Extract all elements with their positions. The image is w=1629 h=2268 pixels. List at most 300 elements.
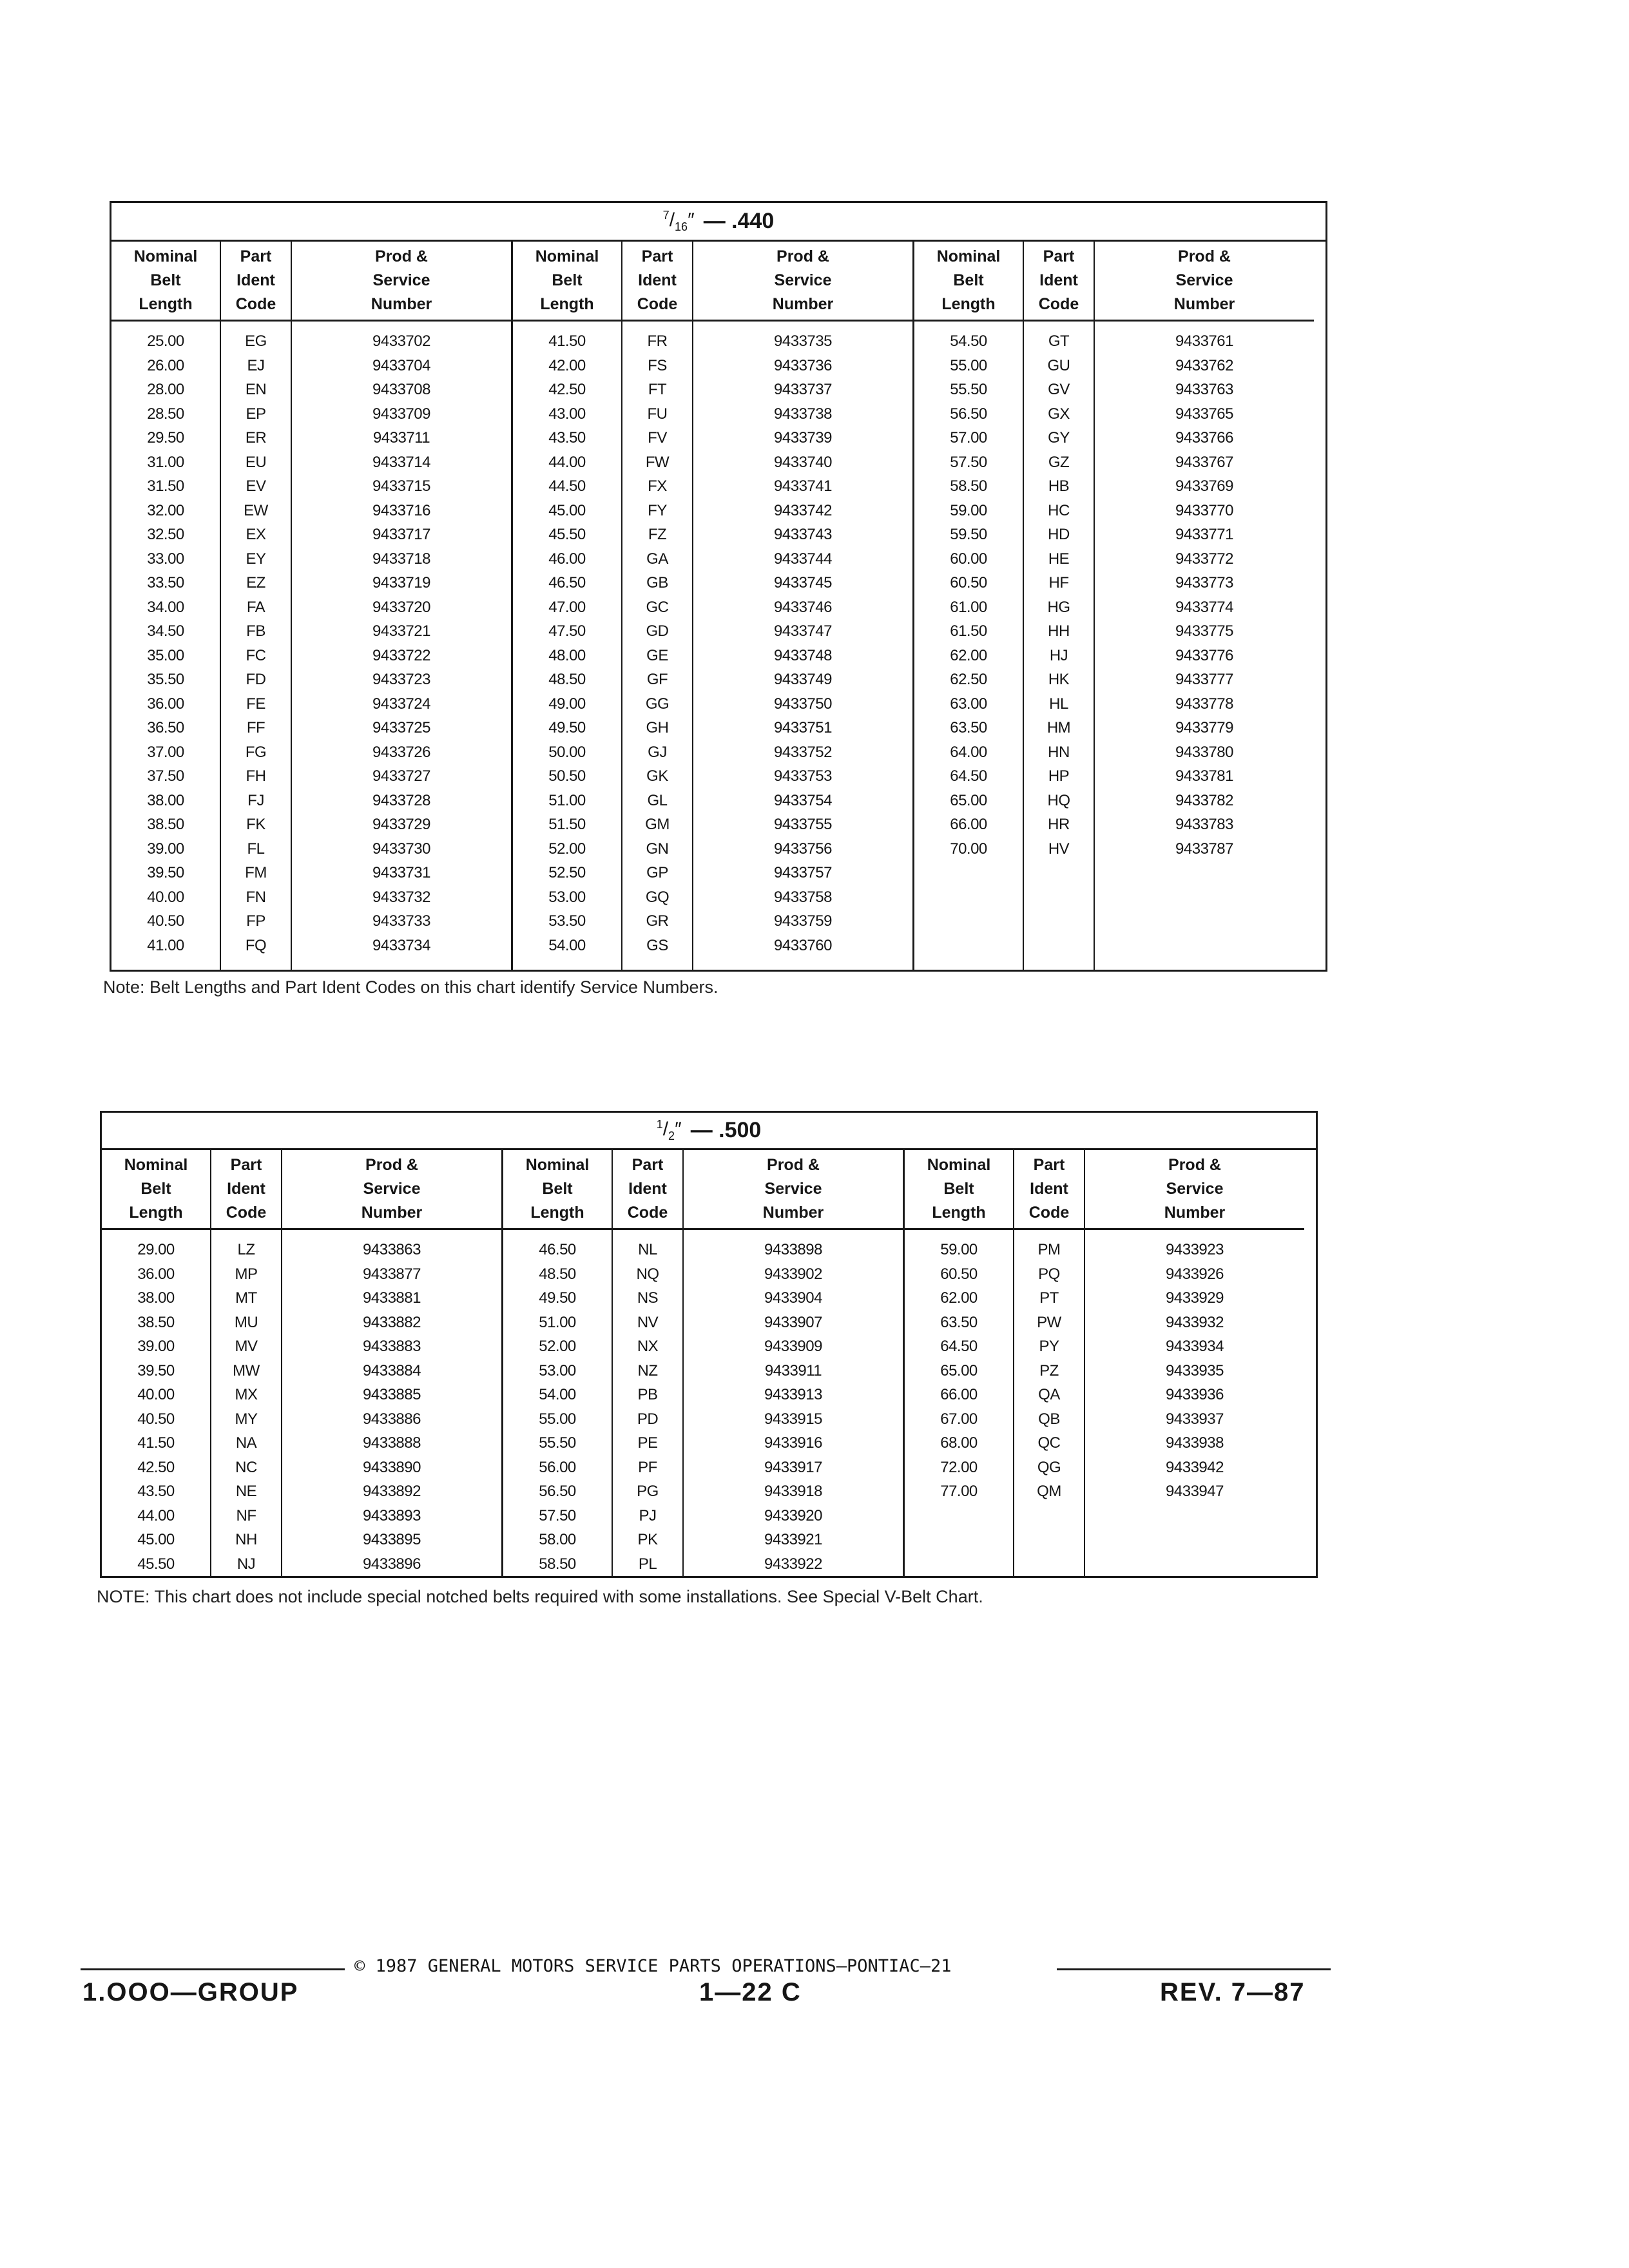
part-ident-code-cell: GC (646, 598, 669, 616)
prod-service-number-cell: 9433715 (372, 477, 430, 495)
prod-service-number-cell: 9433778 (1175, 695, 1233, 713)
column-headers (905, 1150, 1304, 1230)
part-ident-code-cell: HG (1047, 598, 1070, 616)
chart-500-group-2 (503, 1150, 905, 1576)
nominal-belt-length-cell: 46.50 (539, 1241, 576, 1258)
nominal-belt-length-cell: 43.50 (548, 429, 586, 447)
part-ident-code-cell: PG (637, 1483, 659, 1500)
prod-service-number-cell: 9433759 (774, 912, 832, 930)
column-headers (503, 1150, 903, 1230)
nominal-belt-length-cell: 52.00 (539, 1338, 576, 1355)
part-ident-code-cell: PQ (1038, 1265, 1060, 1283)
part-ident-code-cell: MT (235, 1289, 257, 1307)
prod-service-number-cell: 9433742 (774, 501, 832, 519)
prod-service-number-cell: 9433737 (774, 381, 832, 398)
part-ident-code-cell: HB (1048, 477, 1070, 495)
nominal-belt-length-cell: 38.00 (147, 791, 184, 809)
part-ident-code-cell: PZ (1039, 1361, 1059, 1379)
nominal-belt-length-cell: 49.50 (548, 719, 586, 736)
prod-service-number-cell: 9433773 (1175, 574, 1233, 591)
nominal-belt-length-cell: 68.00 (940, 1434, 978, 1452)
nominal-belt-length-cell: 29.50 (147, 429, 184, 447)
nominal-belt-length-cell: 72.00 (940, 1458, 978, 1476)
prod-service-number-cell: 9433709 (372, 405, 430, 423)
part-ident-code-cell: GG (645, 695, 670, 713)
part-ident-code-cell: FF (246, 719, 265, 736)
nominal-belt-length-header: Nominal Belt Length (914, 242, 1024, 320)
prod-service-number-cell: 9433702 (372, 332, 430, 350)
part-ident-code-column (622, 322, 693, 970)
nominal-belt-length-cell: 37.50 (147, 767, 184, 785)
prod-service-number-cell: 9433741 (774, 477, 832, 495)
prod-service-number-cell: 9433723 (372, 671, 430, 688)
prod-service-number-cell: 9433721 (372, 622, 430, 640)
nominal-belt-length-cell: 55.00 (539, 1410, 576, 1428)
part-ident-code-cell: EJ (247, 356, 265, 374)
part-ident-code-cell: FT (648, 381, 667, 398)
prod-service-number-cell: 9433766 (1175, 429, 1233, 447)
nominal-belt-length-header: Nominal Belt Length (513, 242, 622, 320)
prod-service-number-cell: 9433926 (1166, 1265, 1224, 1283)
prod-service-number-cell: 9433727 (372, 767, 430, 785)
nominal-belt-length-cell: 39.50 (147, 864, 184, 881)
chart-440-group-1 (111, 242, 513, 970)
part-ident-code-cell: HL (1049, 695, 1068, 713)
prod-service-number-cell: 9433724 (372, 695, 430, 713)
part-ident-code-cell: QA (1038, 1386, 1060, 1403)
prod-service-number-cell: 9433917 (764, 1458, 822, 1476)
part-ident-code-cell: GU (1047, 356, 1070, 374)
prod-service-number-cell: 9433719 (372, 574, 430, 591)
part-ident-code-cell: GV (1048, 381, 1070, 398)
prod-service-number-cell: 9433893 (363, 1506, 421, 1524)
nominal-belt-length-cell: 67.00 (940, 1410, 978, 1428)
prod-service-number-cell: 9433763 (1175, 381, 1233, 398)
chart-440-note: Note: Belt Lengths and Part Ident Codes on this chart identify Service Numbers. (103, 977, 718, 997)
part-ident-code-cell: EW (244, 501, 268, 519)
title-fraction-numerator: 7 (662, 209, 670, 222)
nominal-belt-length-cell: 40.00 (147, 888, 184, 906)
nominal-belt-length-cell: 56.00 (539, 1458, 576, 1476)
column-body (111, 322, 511, 970)
part-ident-code-cell: FZ (648, 526, 667, 543)
nominal-belt-length-cell: 36.00 (147, 695, 184, 713)
nominal-belt-length-cell: 45.00 (137, 1531, 175, 1548)
prod-service-number-cell: 9433754 (774, 791, 832, 809)
prod-service-number-cell: 9433934 (1166, 1338, 1224, 1355)
nominal-belt-length-cell: 51.00 (548, 791, 586, 809)
nominal-belt-length-cell: 63.50 (940, 1313, 978, 1331)
part-ident-code-cell: ER (245, 429, 267, 447)
nominal-belt-length-header: Nominal Belt Length (111, 242, 221, 320)
nominal-belt-length-cell: 48.50 (548, 671, 586, 688)
prod-service-number-cell: 9433920 (764, 1506, 822, 1524)
nominal-belt-length-cell: 61.00 (950, 598, 987, 616)
nominal-belt-length-cell: 37.00 (147, 743, 184, 761)
nominal-belt-length-cell: 50.50 (548, 767, 586, 785)
prod-service-number-cell: 9433771 (1175, 526, 1233, 543)
prod-service-number-cell: 9433729 (372, 816, 430, 833)
nominal-belt-length-cell: 53.00 (548, 888, 586, 906)
prod-service-number-cell: 9433745 (774, 574, 832, 591)
nominal-belt-length-cell: 40.50 (137, 1410, 175, 1428)
prod-service-number-cell: 9433751 (774, 719, 832, 736)
part-ident-code-cell: PY (1039, 1338, 1059, 1355)
part-ident-code-cell: HE (1048, 550, 1070, 568)
column-headers (513, 242, 912, 322)
nominal-belt-length-cell: 26.00 (147, 356, 184, 374)
prod-service-number-cell: 9433782 (1175, 791, 1233, 809)
part-ident-code-cell: HQ (1047, 791, 1070, 809)
chart-500-group-1 (102, 1150, 503, 1576)
prod-service-number-cell: 9433731 (372, 864, 430, 881)
nominal-belt-length-cell: 35.50 (147, 671, 184, 688)
prod-service-number-cell: 9433902 (764, 1265, 822, 1283)
nominal-belt-length-cell: 48.00 (548, 646, 586, 664)
prod-service-number-cell: 9433735 (774, 332, 832, 350)
prod-service-number-cell: 9433895 (363, 1531, 421, 1548)
part-ident-code-cell: PB (637, 1386, 658, 1403)
part-ident-code-cell: EG (245, 332, 267, 350)
column-body (905, 1230, 1304, 1576)
prod-service-number-cell: 9433725 (372, 719, 430, 736)
nominal-belt-length-column (905, 1230, 1014, 1576)
nominal-belt-length-cell: 34.00 (147, 598, 184, 616)
nominal-belt-length-cell: 56.50 (950, 405, 987, 423)
prod-service-number-cell: 9433892 (363, 1483, 421, 1500)
nominal-belt-length-cell: 31.00 (147, 453, 184, 471)
part-ident-code-cell: MP (235, 1265, 258, 1283)
part-ident-code-cell: GA (646, 550, 668, 568)
part-ident-code-cell: HK (1048, 671, 1070, 688)
nominal-belt-length-cell: 52.50 (548, 864, 586, 881)
prod-service-number-cell: 9433743 (774, 526, 832, 543)
prod-service-number-cell: 9433937 (1166, 1410, 1224, 1428)
chart-440-group-3 (914, 242, 1314, 970)
part-ident-code-cell: PT (1039, 1289, 1059, 1307)
chart-440-title-value: — .440 (703, 209, 775, 233)
nominal-belt-length-cell: 42.50 (548, 381, 586, 398)
nominal-belt-length-cell: 43.50 (137, 1483, 175, 1500)
nominal-belt-length-cell: 62.00 (950, 646, 987, 664)
nominal-belt-length-cell: 66.00 (940, 1386, 978, 1403)
part-ident-code-header: Part Ident Code (622, 242, 693, 320)
prod-service-number-cell: 9433755 (774, 816, 832, 833)
part-ident-code-header: Part Ident Code (211, 1150, 282, 1228)
prod-service-number-cell: 9433932 (1166, 1313, 1224, 1331)
prod-service-number-cell: 9433909 (764, 1338, 822, 1355)
nominal-belt-length-cell: 39.00 (137, 1338, 175, 1355)
prod-service-number-cell: 9433746 (774, 598, 832, 616)
prod-service-number-cell: 9433711 (372, 429, 430, 447)
nominal-belt-length-cell: 42.50 (137, 1458, 175, 1476)
part-ident-code-cell: NC (235, 1458, 257, 1476)
chart-440-title: $^7/_{16}''$ — .440 (111, 203, 1325, 242)
prod-service-number-cell: 9433762 (1175, 356, 1233, 374)
nominal-belt-length-column (503, 1230, 613, 1576)
prod-service-number-cell: 9433884 (363, 1361, 421, 1379)
nominal-belt-length-cell: 55.50 (950, 381, 987, 398)
prod-service-number-cell: 9433883 (363, 1338, 421, 1355)
part-ident-code-cell: MX (235, 1386, 258, 1403)
column-body (102, 1230, 501, 1576)
part-ident-code-cell: PF (638, 1458, 657, 1476)
column-body (513, 322, 912, 970)
title-fraction-denominator: 2 (668, 1129, 675, 1142)
part-ident-code-cell: EN (245, 381, 267, 398)
prod-service-number-cell: 9433738 (774, 405, 832, 423)
prod-service-number-cell: 9433863 (363, 1241, 421, 1258)
part-ident-code-cell: QM (1037, 1483, 1061, 1500)
part-ident-code-cell: MY (235, 1410, 258, 1428)
nominal-belt-length-cell: 32.50 (147, 526, 184, 543)
nominal-belt-length-cell: 63.50 (950, 719, 987, 736)
nominal-belt-length-cell: 42.00 (548, 356, 586, 374)
part-ident-code-cell: NZ (637, 1361, 658, 1379)
part-ident-code-cell: GN (646, 840, 669, 858)
nominal-belt-length-column (513, 322, 622, 970)
prod-service-number-cell: 9433781 (1175, 767, 1233, 785)
prod-service-number-cell: 9433769 (1175, 477, 1233, 495)
nominal-belt-length-cell: 50.00 (548, 743, 586, 761)
prod-service-number-cell: 9433776 (1175, 646, 1233, 664)
nominal-belt-length-cell: 54.00 (548, 936, 586, 954)
nominal-belt-length-cell: 61.50 (950, 622, 987, 640)
part-ident-code-cell: PE (637, 1434, 658, 1452)
nominal-belt-length-cell: 31.50 (147, 477, 184, 495)
nominal-belt-length-cell: 62.50 (950, 671, 987, 688)
nominal-belt-length-cell: 56.50 (539, 1483, 576, 1500)
prod-service-number-cell: 9433716 (372, 501, 430, 519)
nominal-belt-length-cell: 44.00 (137, 1506, 175, 1524)
nominal-belt-length-cell: 58.00 (539, 1531, 576, 1548)
nominal-belt-length-header: Nominal Belt Length (905, 1150, 1014, 1228)
nominal-belt-length-cell: 39.50 (137, 1361, 175, 1379)
chart-500-groups (102, 1150, 1316, 1576)
part-ident-code-cell: HC (1048, 501, 1070, 519)
prod-service-number-cell: 9433744 (774, 550, 832, 568)
belt-chart-500 (100, 1111, 1318, 1578)
chart-500-title: $^1/_2''$ — .500 (102, 1113, 1316, 1150)
part-ident-code-cell: PM (1037, 1241, 1061, 1258)
part-ident-code-cell: FC (246, 646, 266, 664)
prod-service-number-cell: 9433767 (1175, 453, 1233, 471)
part-ident-code-cell: GF (646, 671, 668, 688)
part-ident-code-cell: FK (246, 816, 265, 833)
prod-service-number-cell: 9433757 (774, 864, 832, 881)
nominal-belt-length-cell: 64.00 (950, 743, 987, 761)
nominal-belt-length-cell: 36.00 (137, 1265, 175, 1283)
nominal-belt-length-cell: 34.50 (147, 622, 184, 640)
part-ident-code-cell: FE (246, 695, 265, 713)
part-ident-code-column (1024, 322, 1095, 970)
part-ident-code-cell: HF (1048, 574, 1069, 591)
prod-service-number-cell: 9433730 (372, 840, 430, 858)
title-fraction-numerator: 1 (656, 1118, 663, 1131)
chart-500-group-3 (905, 1150, 1304, 1576)
footer-copyright: © 1987 GENERAL MOTORS SERVICE PARTS OPERATIONS—PONTIAC—21 (354, 1956, 952, 1976)
nominal-belt-length-cell: 48.50 (539, 1265, 576, 1283)
part-ident-code-header: Part Ident Code (1024, 242, 1095, 320)
prod-service-number-cell: 9433898 (764, 1241, 822, 1258)
nominal-belt-length-cell: 44.50 (548, 477, 586, 495)
nominal-belt-length-cell: 29.00 (137, 1241, 175, 1258)
part-ident-code-cell: QG (1037, 1458, 1061, 1476)
nominal-belt-length-cell: 65.00 (950, 791, 987, 809)
nominal-belt-length-cell: 52.00 (548, 840, 586, 858)
prod-service-number-cell: 9433740 (774, 453, 832, 471)
nominal-belt-length-cell: 53.00 (539, 1361, 576, 1379)
part-ident-code-cell: GZ (1048, 453, 1070, 471)
nominal-belt-length-cell: 38.00 (137, 1289, 175, 1307)
nominal-belt-length-cell: 64.50 (940, 1338, 978, 1355)
nominal-belt-length-column (914, 322, 1024, 970)
nominal-belt-length-cell: 46.00 (548, 550, 586, 568)
prod-service-number-cell: 9433775 (1175, 622, 1233, 640)
part-ident-code-cell: EU (245, 453, 267, 471)
prod-service-number-cell: 9433929 (1166, 1289, 1224, 1307)
title-fraction-denominator: 16 (675, 220, 688, 233)
nominal-belt-length-cell: 77.00 (940, 1483, 978, 1500)
part-ident-code-cell: FQ (245, 936, 267, 954)
part-ident-code-cell: GS (646, 936, 668, 954)
nominal-belt-length-cell: 44.00 (548, 453, 586, 471)
prod-service-number-header: Prod & Service Number (371, 247, 432, 313)
column-headers (102, 1150, 501, 1230)
part-ident-code-cell: GT (1048, 332, 1070, 350)
prod-service-number-cell: 9433777 (1175, 671, 1233, 688)
prod-service-number-cell: 9433749 (774, 671, 832, 688)
column-headers (111, 242, 511, 322)
prod-service-number-column (1085, 1230, 1304, 1576)
part-ident-code-cell: NH (235, 1531, 257, 1548)
belt-chart-440 (110, 201, 1327, 972)
nominal-belt-length-cell: 38.50 (137, 1313, 175, 1331)
footer-page-number: 1—22 C (699, 1978, 802, 2006)
part-ident-code-cell: NJ (236, 1555, 256, 1573)
nominal-belt-length-cell: 64.50 (950, 767, 987, 785)
part-ident-code-column (613, 1230, 684, 1576)
prod-service-number-cell: 9433896 (363, 1555, 421, 1573)
part-ident-code-cell: FH (246, 767, 266, 785)
prod-service-number-cell: 9433720 (372, 598, 430, 616)
prod-service-number-cell: 9433722 (372, 646, 430, 664)
prod-service-number-cell: 9433911 (764, 1361, 822, 1379)
prod-service-number-cell: 9433756 (774, 840, 832, 858)
nominal-belt-length-cell: 39.00 (147, 840, 184, 858)
part-ident-code-cell: FM (245, 864, 267, 881)
nominal-belt-length-cell: 43.00 (548, 405, 586, 423)
prod-service-number-cell: 9433774 (1175, 598, 1233, 616)
part-ident-code-cell: NL (638, 1241, 657, 1258)
chart-440-groups (111, 242, 1325, 970)
part-ident-code-cell: PL (638, 1555, 657, 1573)
nominal-belt-length-cell: 65.00 (940, 1361, 978, 1379)
nominal-belt-length-cell: 57.50 (539, 1506, 576, 1524)
part-ident-code-cell: QB (1038, 1410, 1060, 1428)
prod-service-number-header: Prod & Service Number (1164, 1156, 1226, 1222)
part-ident-code-cell: GQ (645, 888, 670, 906)
part-ident-code-cell: PD (637, 1410, 659, 1428)
nominal-belt-length-cell: 51.00 (539, 1313, 576, 1331)
prod-service-number-cell: 9433752 (774, 743, 832, 761)
part-ident-code-cell: HJ (1049, 646, 1068, 664)
prod-service-number-cell: 9433704 (372, 356, 430, 374)
prod-service-number-cell: 9433708 (372, 381, 430, 398)
part-ident-code-cell: FW (645, 453, 670, 471)
prod-service-number-cell: 9433787 (1175, 840, 1233, 858)
prod-service-number-column (693, 322, 912, 970)
footer-group: 1.OOO—GROUP (82, 1978, 299, 2006)
nominal-belt-length-cell: 35.00 (147, 646, 184, 664)
prod-service-number-cell: 9433772 (1175, 550, 1233, 568)
part-ident-code-cell: EY (246, 550, 266, 568)
prod-service-number-cell: 9433714 (372, 453, 430, 471)
part-ident-code-cell: EZ (246, 574, 265, 591)
part-ident-code-cell: FA (246, 598, 265, 616)
prod-service-number-cell: 9433935 (1166, 1361, 1224, 1379)
prod-service-number-cell: 9433758 (774, 888, 832, 906)
prod-service-number-cell: 9433881 (363, 1289, 421, 1307)
chart-500-title-value: — .500 (690, 1118, 762, 1142)
prod-service-number-cell: 9433923 (1166, 1241, 1224, 1258)
prod-service-number-cell: 9433779 (1175, 719, 1233, 736)
prod-service-number-cell: 9433916 (764, 1434, 822, 1452)
nominal-belt-length-cell: 59.00 (940, 1241, 978, 1258)
part-ident-code-cell: HP (1048, 767, 1070, 785)
part-ident-code-cell: NQ (636, 1265, 659, 1283)
prod-service-number-cell: 9433726 (372, 743, 430, 761)
part-ident-code-cell: GB (646, 574, 668, 591)
prod-service-number-column (292, 322, 511, 970)
nominal-belt-length-cell: 33.00 (147, 550, 184, 568)
part-ident-code-cell: HV (1048, 840, 1070, 858)
prod-service-number-cell: 9433938 (1166, 1434, 1224, 1452)
prod-service-number-cell: 9433913 (764, 1386, 822, 1403)
nominal-belt-length-cell: 62.00 (940, 1289, 978, 1307)
nominal-belt-length-cell: 36.50 (147, 719, 184, 736)
part-ident-code-cell: GY (1048, 429, 1070, 447)
prod-service-number-cell: 9433907 (764, 1313, 822, 1331)
nominal-belt-length-cell: 45.50 (137, 1555, 175, 1573)
prod-service-number-header: Prod & Service Number (762, 1156, 824, 1222)
column-body (503, 1230, 903, 1576)
prod-service-number-cell: 9433885 (363, 1386, 421, 1403)
prod-service-number-cell: 9433918 (764, 1483, 822, 1500)
part-ident-code-cell: PK (637, 1531, 658, 1548)
prod-service-number-cell: 9433728 (372, 791, 430, 809)
prod-service-number-cell: 9433780 (1175, 743, 1233, 761)
part-ident-code-cell: GR (646, 912, 669, 930)
chart-440-group-2 (513, 242, 914, 970)
prod-service-number-cell: 9433718 (372, 550, 430, 568)
part-ident-code-cell: FG (245, 743, 267, 761)
prod-service-number-cell: 9433761 (1175, 332, 1233, 350)
prod-service-number-cell: 9433748 (774, 646, 832, 664)
nominal-belt-length-cell: 46.50 (548, 574, 586, 591)
part-ident-code-column (211, 1230, 282, 1576)
part-ident-code-cell: FS (648, 356, 667, 374)
nominal-belt-length-cell: 54.00 (539, 1386, 576, 1403)
part-ident-code-cell: NA (235, 1434, 257, 1452)
part-ident-code-cell: HH (1048, 622, 1070, 640)
part-ident-code-cell: FD (246, 671, 266, 688)
part-ident-code-header: Part Ident Code (613, 1150, 684, 1228)
prod-service-number-cell: 9433922 (764, 1555, 822, 1573)
prod-service-number-cell: 9433886 (363, 1410, 421, 1428)
nominal-belt-length-cell: 47.50 (548, 622, 586, 640)
nominal-belt-length-cell: 55.00 (950, 356, 987, 374)
